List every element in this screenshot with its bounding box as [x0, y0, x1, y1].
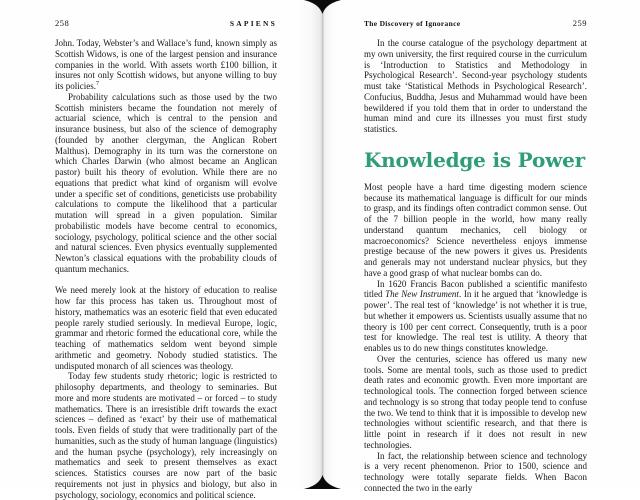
right-page-body — [364, 38, 587, 494]
left-page-number: 258 — [55, 18, 70, 28]
section-break — [55, 275, 277, 286]
paragraph: Today few students study rhetoric; logic is restricted to philosophy departments, and theology to seminaries. But more and more students are motivated – or forced – to study mathematics. There is an irresistible drift towards the exact sciences – defined as ‘exact’ by their use of mathematical tools. Even fields of study that were traditionally part of the humanities, such as the study of human language (linguistics) and the human psyche (psychology), rely increasingly on mathematics and seek to present themselves as exact sciences. Statistics courses are now part of the basic requirements not just in physics and biology, but also in psychology, sociology, economics and political science. — [55, 371, 277, 500]
paragraph: Over the centuries, science has offered us many new tools. Some are mental tools, such as those used to predict death rates and economic growth. Even more important are technological tools. The connection forged between science and technology is so strong that today people tend to confuse the two. We tend to think that it is impossible to develop new technologies without scientific research, and that there is little point in research if it does not result in new technologies. — [364, 353, 587, 450]
right-running-head — [364, 18, 587, 28]
right-page[interactable] — [320, 0, 640, 493]
paragraph: Most people have a hard time digesting modern science because its mathematical language is difficult for our minds to grasp, and its findings often contradict common sense. Out of the 7 billion people in the world, how many really understand quantum mechanics, cell biology or macroeconomics? Science nevertheless enjoys immense prestige because of the new powers it gives us. Presidents and generals may not understand nuclear physics, but they have a good grasp of what nuclear bombs can do. — [364, 181, 587, 278]
paragraph: John. Today, Webster’s and Wallace’s fund, known simply as Scottish Widows, is one of the largest pension and insurance companies in the world. With assets worth £100 billion, it insures not only Scottish widows, but anyone willing to buy its policies.$^7$ — [55, 38, 277, 91]
section-heading: Knowledge is Power — [364, 147, 585, 172]
right-page-number: 259 — [572, 18, 587, 28]
paragraph: In the course catalogue of the psychology department at my own university, the first required course in the curriculum is ‘Introduction to Statistics and Methodology in Psychological Research’. Second-year psychology students must take ‘Statistical Methods in Psychological Research’. Confucius, Buddha, Jesus and Muhammad would have been bewildered if you told them that in order to understand the human mind and cure its illnesses you must first study statistics. — [364, 38, 587, 134]
spine-pinch-bottom-icon — [304, 475, 341, 489]
left-running-head — [55, 18, 277, 28]
book-title-running-head: SAPIENS — [229, 19, 277, 28]
paragraph: Probability calculations such as those used by the two Scottish ministers became the foundation not merely of actuarial science, which is central to the pension and insurance business, but also of the science of demography (founded by another clergyman, the Anglican Robert Malthus). Demography in its turn was the cornerstone on which Charles Darwin (who almost became an Anglican pastor) built his theory of evolution. While there are no equations that predict what kind of organism will evolve under a specific set of conditions, geneticists use probability calculations to compute the likelihood that a particular mutation will spread in a given population. Similar probabilistic models have become central to economics, sociology, psychology, political science and the other social and natural sciences. Even physics eventually supplemented Newton’s classical equations with the probability clouds of quantum mechanics. — [55, 91, 277, 274]
left-page-body — [55, 38, 277, 500]
paragraph: In fact, the relationship between science and technology is a very recent phenomenon. Prior to 1500, science and technology were totally separate fields. When Bacon connected the two in the early — [364, 450, 587, 493]
chapter-title-running-head: The Discovery of Ignorance — [364, 19, 461, 28]
spine-pinch-top-icon — [304, 0, 341, 14]
paragraph: We need merely look at the history of education to realise how far this process has taken us. Throughout most of history, mathematics was an esoteric field that even educated people rarely studied seriously. In medieval Europe, logic, grammar and rhetoric formed the educational core, while the teaching of mathematics seldom went beyond simple arithmetic and geometry. Nobody studied statistics. The undisputed monarch of all sciences was theology. — [55, 285, 277, 371]
paragraph: In 1620 Francis Bacon published a scientific manifesto titled The New Instrument. In it he argued that ‘knowledge is power’. The real test of ‘knowledge’ is not whether it is true, but whether it empowers us. Scientists usually assume that no theory is 100 per cent correct. Consequently, truth is a poor test for knowledge. The real test is utility. A theory that enables us to do new things constitutes knowledge. — [364, 278, 587, 353]
